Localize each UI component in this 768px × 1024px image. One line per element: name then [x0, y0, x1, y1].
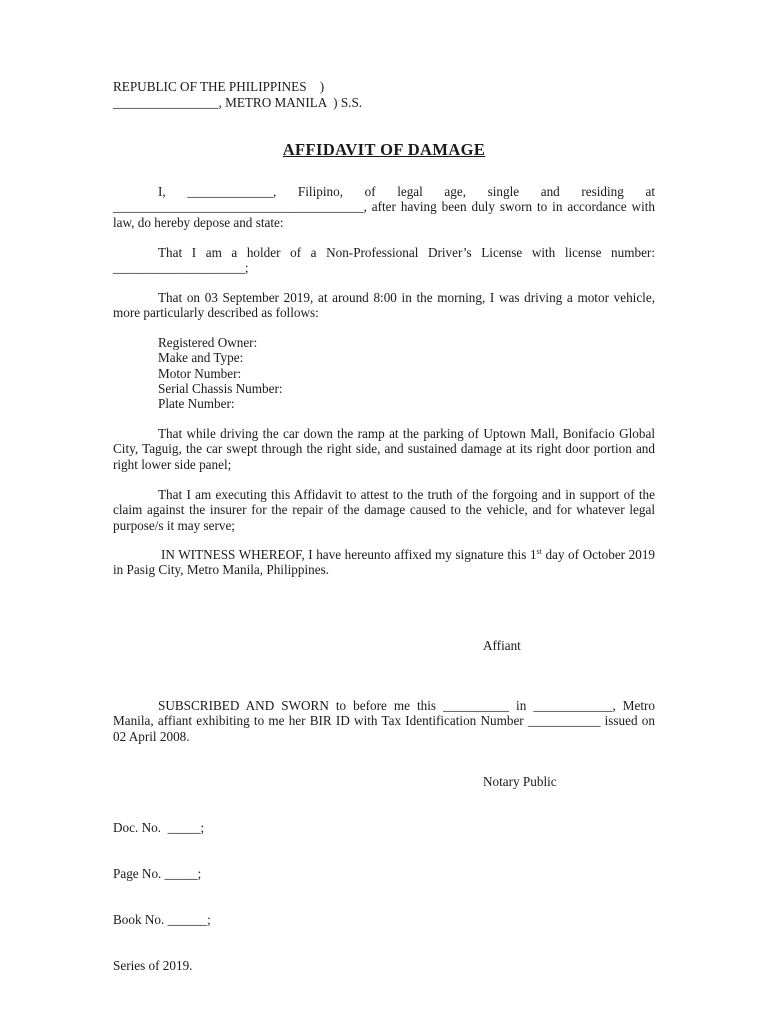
header-line-1: REPUBLIC OF THE PHILIPPINES ): [113, 79, 325, 94]
paragraph-witness: [113, 547, 655, 578]
vehicle-detail-registered-owner: Registered Owner:: [158, 335, 258, 350]
series-year: Series of 2019.: [113, 958, 193, 974]
paragraph-incident-description: That while driving the car down the ramp at the parking of Uptown Mall, Bonifacio Global City, Taguig, the car swept through the right side, and sustained damage at its right door portion and right lower side panel;: [113, 426, 655, 472]
vehicle-detail-motor-number: Motor Number:: [158, 365, 242, 381]
document-title: AFFIDAVIT OF DAMAGE: [282, 140, 486, 159]
witness-text-after: day of October 2019 in Pasig City, Metro Manila, Philippines.: [113, 547, 656, 578]
vehicle-detail-plate-number: Plate Number:: [158, 396, 235, 412]
notary-public-label: Notary Public: [483, 774, 557, 789]
paragraph-identity: I, _____________, Filipino, of legal age, single and residing at ______________________________________, after having been duly sworn to in accordance with law, do hereby depose and state:: [113, 184, 655, 230]
witness-ordinal-suffix: st: [536, 547, 542, 556]
vehicle-detail-serial-chassis: Serial Chassis Number:: [158, 380, 283, 396]
notarial-register-info: [113, 789, 211, 1004]
vehicle-details-list: [158, 335, 283, 411]
affiant-label: Affiant: [483, 638, 521, 653]
book-number: Book No. ______;: [113, 912, 211, 928]
vehicle-detail-make-type: Make and Type:: [158, 350, 244, 366]
page-number: Page No. _____;: [113, 865, 202, 881]
witness-text-before: IN WITNESS WHEREOF, I have hereunto affixed my signature this 1: [161, 547, 537, 562]
paragraph-incident-date: That on 03 September 2019, at around 8:00 in the morning, I was driving a motor vehicle, more particularly described as follows:: [113, 290, 655, 321]
paragraph-purpose: That I am executing this Affidavit to attest to the truth of the forgoing and in support of the claim against the insurer for the repair of the damage caused to the vehicle, and for whatever legal purpose/s it may serve;: [113, 487, 655, 533]
paragraph-subscribed-sworn: SUBSCRIBED AND SWORN to before me this __________ in ____________, Metro Manila, affiant exhibiting to me her BIR ID with Tax Identification Number ___________ issued on 02 April 2008.: [113, 698, 655, 744]
paragraph-license: That I am a holder of a Non-Professional Driver’s License with license number: ____________________;: [113, 245, 655, 276]
header-line-2: ________________, METRO MANILA ) S.S.: [113, 95, 363, 110]
doc-number: Doc. No. _____;: [113, 819, 205, 835]
